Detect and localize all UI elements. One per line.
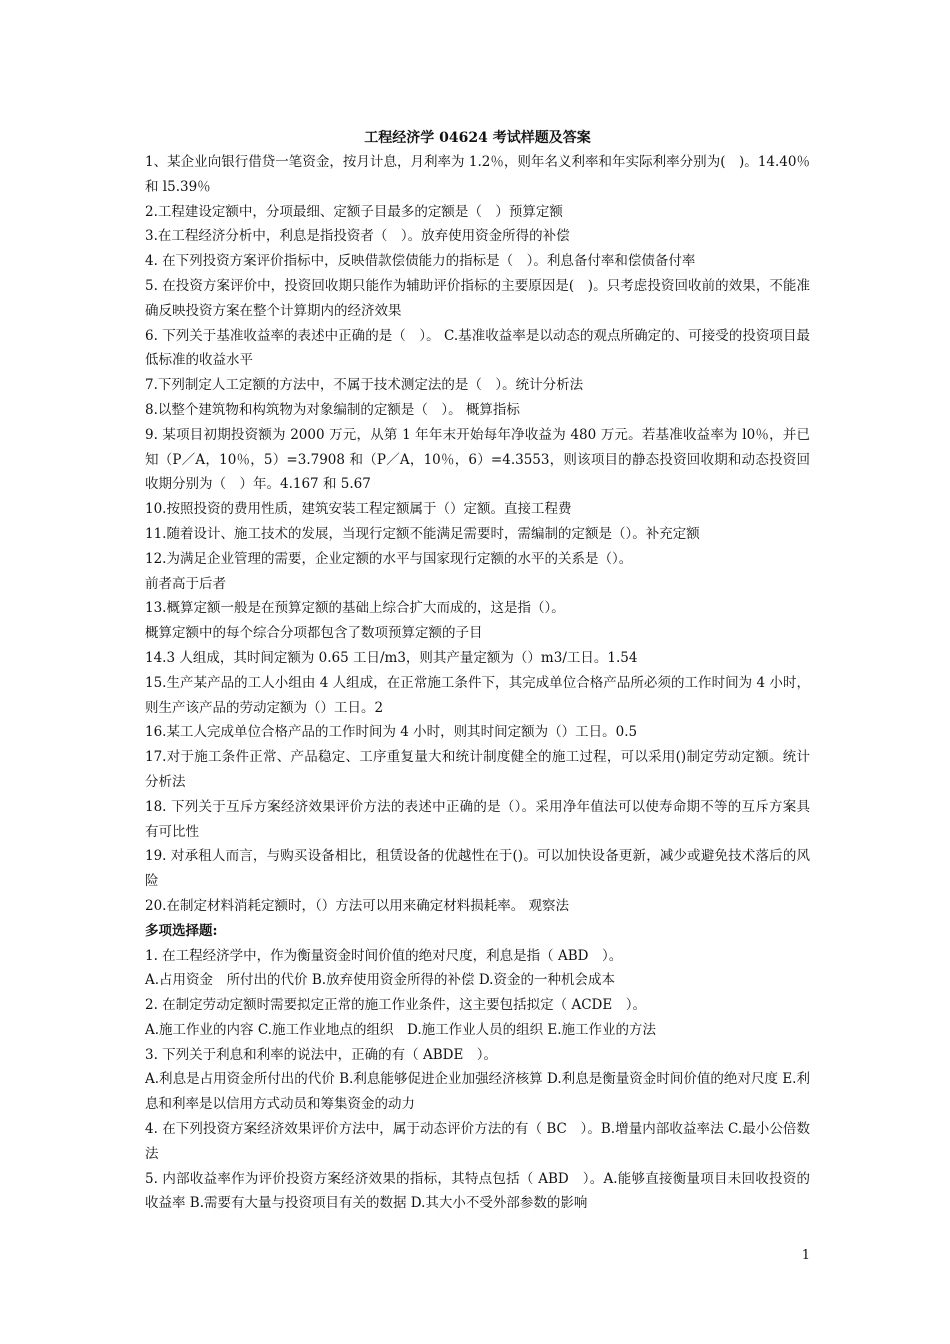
question-multi-1: 1. 在工程经济学中，作为衡量资金时间价值的绝对尺度，利息是指（ ABD ）。 — [145, 947, 623, 964]
question-single-15: 15.生产某产品的工人小组由 4 人组成，在正常施工条件下，其完成单位合格产品所必须的工作时间为 4 小时，则生产该产品的劳动定额为（）工日。2 — [145, 674, 810, 716]
question-single-3: 3.在工程经济分析中，利息是指投资者（ ）。放弃使用资金所得的补偿 — [145, 228, 570, 245]
question-single-7: 7.下列制定人工定额的方法中，不属于技术测定法的是（ ）。统计分析法 — [145, 377, 584, 394]
document-body — [145, 150, 810, 1216]
answer-single-13: 概算定额中的每个综合分项都包含了数项预算定额的子目 — [145, 625, 483, 642]
question-single-6: 6. 下列关于基准收益率的表述中正确的是（ ）。 C.基准收益率是以动态的观点所确定的、可接受的投资项目最低标准的收益水平 — [145, 327, 810, 369]
question-single-17: 17.对于施工条件正常、产品稳定、工序重复量大和统计制度健全的施工过程，可以采用()制定劳动定额。统计分析法 — [145, 749, 810, 790]
question-single-12: 12.为满足企业管理的需要，企业定额的水平与国家现行定额的水平的关系是（）。 — [145, 550, 633, 567]
question-single-11: 11.随着设计、施工技术的发展，当现行定额不能满足需要时，需编制的定额是（）。补充定额 — [145, 525, 700, 542]
question-single-1: 1、某企业向银行借贷一笔资金，按月计息，月利率为 1.2％，则年名义利率和年实际利率分别为( )。14.40％和 l5.39％ — [145, 154, 810, 195]
section-heading-multiple-choice: 多项选择题: — [145, 922, 218, 939]
question-single-5: 5. 在投资方案评价中，投资回收期只能作为辅助评价指标的主要原因是( )。只考虑投资回收前的效果，不能准确反映投资方案在整个计算期内的经济效果 — [145, 277, 810, 319]
question-single-10: 10.按照投资的费用性质，建筑安装工程定额属于（）定额。直接工程费 — [145, 501, 572, 518]
question-single-4: 4. 在下列投资方案评价指标中，反映借款偿债能力的指标是（ ）。利息备付率和偿债备付率 — [145, 253, 696, 270]
answer-single-12: 前者高于后者 — [145, 575, 226, 592]
question-multi-4: 4. 在下列投资方案经济效果评价方法中，属于动态评价方法的有（ BC ）。B.增量内部收益率法 C.最小公倍数法 — [145, 1121, 810, 1162]
question-single-2: 2.工程建设定额中，分项最细、定额子目最多的定额是（ ）预算定额 — [145, 203, 563, 220]
question-single-14: 14.3 人组成，其时间定额为 0.65 工日/m3，则其产量定额为（）m3/工日。1.54 — [145, 649, 638, 666]
question-single-16: 16.某工人完成单位合格产品的工作时间为 4 小时，则其时间定额为（）工日。0.5 — [145, 724, 638, 741]
question-single-18: 18. 下列关于互斥方案经济效果评价方法的表述中正确的是（）。采用净年值法可以使寿命期不等的互斥方案具有可比性 — [145, 798, 810, 840]
answer-multi-1: A.占用资金 所付出的代价 B.放弃使用资金所得的补偿 D.资金的一种机会成本 — [145, 972, 615, 989]
question-single-20: 20.在制定材料消耗定额时，（）方法可以用来确定材料损耗率。 观察法 — [145, 897, 570, 914]
question-single-8: 8.以整个建筑物和构筑物为对象编制的定额是（ ）。 概算指标 — [145, 401, 520, 418]
question-multi-2: 2. 在制定劳动定额时需要拟定正常的施工作业条件，这主要包括拟定（ ACDE ）。 — [145, 997, 646, 1014]
page-number: 1 — [801, 1248, 810, 1263]
answer-multi-2: A.施工作业的内容 C.施工作业地点的组织 D.施工作业人员的组织 E.施工作业的方法 — [145, 1021, 657, 1038]
answer-multi-3: A.利息是占用资金所付出的代价 B.利息能够促进企业加强经济核算 D.利息是衡量资金时间价值的绝对尺度 E.利息和利率是以信用方式动员和筹集资金的动力 — [145, 1071, 810, 1113]
question-multi-3: 3. 下列关于利息和利率的说法中，正确的有（ ABDE ）。 — [145, 1046, 498, 1063]
question-single-9: 9. 某项目初期投资额为 2000 万元，从第 1 年年末开始每年净收益为 480 万元。若基准收益率为 l0％，并已知（P／A，10％，5）=3.7908 和（P／A，10％，6）=4.3553，则该项目的静态投资回收期和动态投资回收期分别为（ ）年。4.167 和 5.67 — [145, 426, 810, 493]
document-title: 工程经济学 04624 考试样题及答案 — [364, 130, 591, 146]
question-single-19: 19. 对承租人而言，与购买设备相比，租赁设备的优越性在于()。可以加快设备更新，减少或避免技术落后的风险 — [145, 848, 810, 890]
question-multi-5: 5. 内部收益率作为评价投资方案经济效果的指标，其特点包括（ ABD ）。A.能够直接衡量项目未回收投资的收益率 B.需要有大量与投资项目有关的数据 D.其大小不受外部参数的影响 — [145, 1170, 810, 1212]
question-single-13: 13.概算定额一般是在预算定额的基础上综合扩大而成的，这是指（）。 — [145, 600, 565, 617]
